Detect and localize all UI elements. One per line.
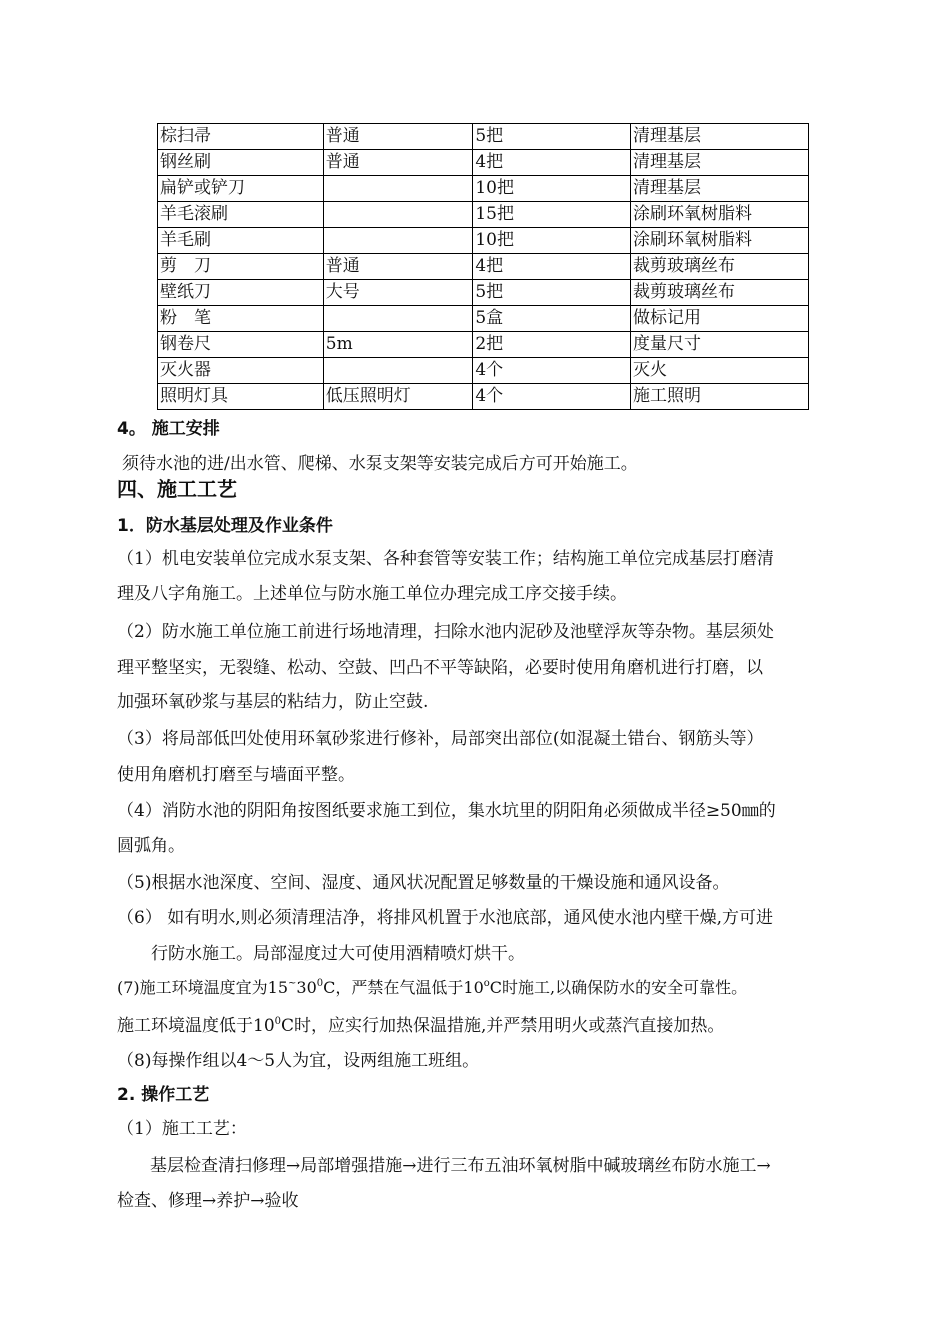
tool-name-cell: 剪 刀 (158, 254, 324, 280)
tool-spec-cell: 5m (323, 332, 473, 358)
tool-name-cell: 壁纸刀 (158, 280, 324, 306)
paragraph-7-line-1: (7)施工环境温度宜为$15^\sim 30^0C$，严禁在气温低于10$^o$C时施工,以确保防水的安全可靠性。 (117, 978, 748, 997)
paragraph-3-line-2: 使用角磨机打磨至与墙面平整。 (117, 765, 355, 785)
table-row (158, 176, 809, 202)
tool-usage-cell: 裁剪玻璃丝布 (630, 254, 808, 280)
tool-usage-cell: 涂刷环氧树脂料 (630, 202, 808, 228)
tool-quantity-cell: 15把 (473, 202, 631, 228)
tool-quantity-cell: 5把 (473, 280, 631, 306)
table-row (158, 228, 809, 254)
tool-usage-cell: 清理基层 (630, 150, 808, 176)
tool-usage-cell: 做标记用 (630, 306, 808, 332)
tool-name-cell: 灭火器 (158, 358, 324, 384)
tool-name-cell: 照明灯具 (158, 384, 324, 410)
process-flow-line-2: 检查、修理→养护→验收 (117, 1191, 299, 1211)
chapter-4-heading: 四、施工工艺 (117, 477, 237, 501)
table-row (158, 358, 809, 384)
sub-2-heading: 2. 操作工艺 (117, 1085, 210, 1105)
paragraph-3-line-1: （3）将局部低凹处使用环氧砂浆进行修补，局部突出部位(如混凝土错台、钢筋头等） (117, 729, 764, 749)
table-row (158, 306, 809, 332)
tool-quantity-cell: 2把 (473, 332, 631, 358)
tool-usage-cell: 施工照明 (630, 384, 808, 410)
section-4-text: 须待水池的进/出水管、爬梯、水泵支架等安装完成后方可开始施工。 (122, 454, 638, 474)
tool-quantity-cell: 4个 (473, 384, 631, 410)
tool-name-cell: 羊毛滚刷 (158, 202, 324, 228)
tool-quantity-cell: 4把 (473, 150, 631, 176)
table-row (158, 384, 809, 410)
paragraph-4-line-1: （4）消防水池的阴阳角按图纸要求施工到位，集水坑里的阴阳角必须做成半径≥50㎜的 (117, 801, 776, 821)
tool-name-cell: 钢丝刷 (158, 150, 324, 176)
tool-spec-cell: 普通 (323, 124, 473, 150)
paragraph-1-line-2: 理及八字角施工。上述单位与防水施工单位办理完成工序交接手续。 (117, 584, 627, 604)
tool-quantity-cell: 5把 (473, 124, 631, 150)
tool-usage-cell: 涂刷环氧树脂料 (630, 228, 808, 254)
process-flow-line-1: 基层检查清扫修理→局部增强措施→进行三布五油环氧树脂中碱玻璃丝布防水施工→ (150, 1156, 771, 1176)
tool-spec-cell (323, 228, 473, 254)
tool-spec-cell: 大号 (323, 280, 473, 306)
paragraph-5: （5)根据水池深度、空间、湿度、通风状况配置足够数量的干燥设施和通风设备。 (117, 873, 730, 893)
tool-quantity-cell: 5盒 (473, 306, 631, 332)
table-row (158, 280, 809, 306)
tool-name-cell: 棕扫帚 (158, 124, 324, 150)
sub-1-heading: 1．防水基层处理及作业条件 (117, 516, 333, 536)
paragraph-6-line-2: 行防水施工。局部湿度过大可使用酒精喷灯烘干。 (151, 944, 525, 964)
table-row (158, 254, 809, 280)
tool-spec-cell (323, 358, 473, 384)
tool-quantity-cell: 4个 (473, 358, 631, 384)
tool-spec-cell: 普通 (323, 150, 473, 176)
tool-usage-cell: 灭火 (630, 358, 808, 384)
tool-name-cell: 扁铲或铲刀 (158, 176, 324, 202)
tool-spec-cell: 普通 (323, 254, 473, 280)
paragraph-6-line-1: （6） 如有明水,则必须清理洁净，将排风机置于水池底部，通风使水池内壁干燥,方可进 (117, 908, 774, 928)
tool-table-body (158, 124, 809, 410)
table-row (158, 202, 809, 228)
table-row (158, 124, 809, 150)
tool-name-cell: 粉 笔 (158, 306, 324, 332)
sub-2-paragraph-1: （1）施工工艺： (117, 1119, 247, 1139)
tool-name-cell: 羊毛刷 (158, 228, 324, 254)
paragraph-7-line-2: 施工环境温度低于$10^0C$时，应实行加热保温措施,并严禁用明火或蒸汽直接加热。 (117, 1016, 725, 1036)
tool-usage-cell: 度量尺寸 (630, 332, 808, 358)
tool-table (157, 123, 809, 410)
paragraph-1-line-1: （1）机电安装单位完成水泵支架、各种套管等安装工作；结构施工单位完成基层打磨清 (117, 549, 774, 569)
tool-spec-cell (323, 306, 473, 332)
tool-spec-cell (323, 202, 473, 228)
tool-quantity-cell: 10把 (473, 176, 631, 202)
section-4-heading: 4。 施工安排 (117, 419, 220, 439)
table-row (158, 332, 809, 358)
tool-quantity-cell: 10把 (473, 228, 631, 254)
tool-spec-cell: 低压照明灯 (323, 384, 473, 410)
table-row (158, 150, 809, 176)
tool-usage-cell: 清理基层 (630, 176, 808, 202)
paragraph-2-line-1: （2）防水施工单位施工前进行场地清理，扫除水池内泥砂及池壁浮灰等杂物。基层须处 (117, 622, 774, 642)
tool-usage-cell: 裁剪玻璃丝布 (630, 280, 808, 306)
tool-quantity-cell: 4把 (473, 254, 631, 280)
paragraph-2-line-3: 加强环氧砂浆与基层的粘结力，防止空鼓. (117, 692, 429, 712)
tool-spec-cell (323, 176, 473, 202)
tool-name-cell: 钢卷尺 (158, 332, 324, 358)
paragraph-8: （8)每操作组以4～5人为宜，设两组施工班组。 (117, 1051, 480, 1071)
paragraph-2-line-2: 理平整坚实，无裂缝、松动、空鼓、凹凸不平等缺陷，必要时使用角磨机进行打磨，以 (117, 658, 763, 678)
paragraph-4-line-2: 圆弧角。 (117, 836, 185, 856)
tool-usage-cell: 清理基层 (630, 124, 808, 150)
